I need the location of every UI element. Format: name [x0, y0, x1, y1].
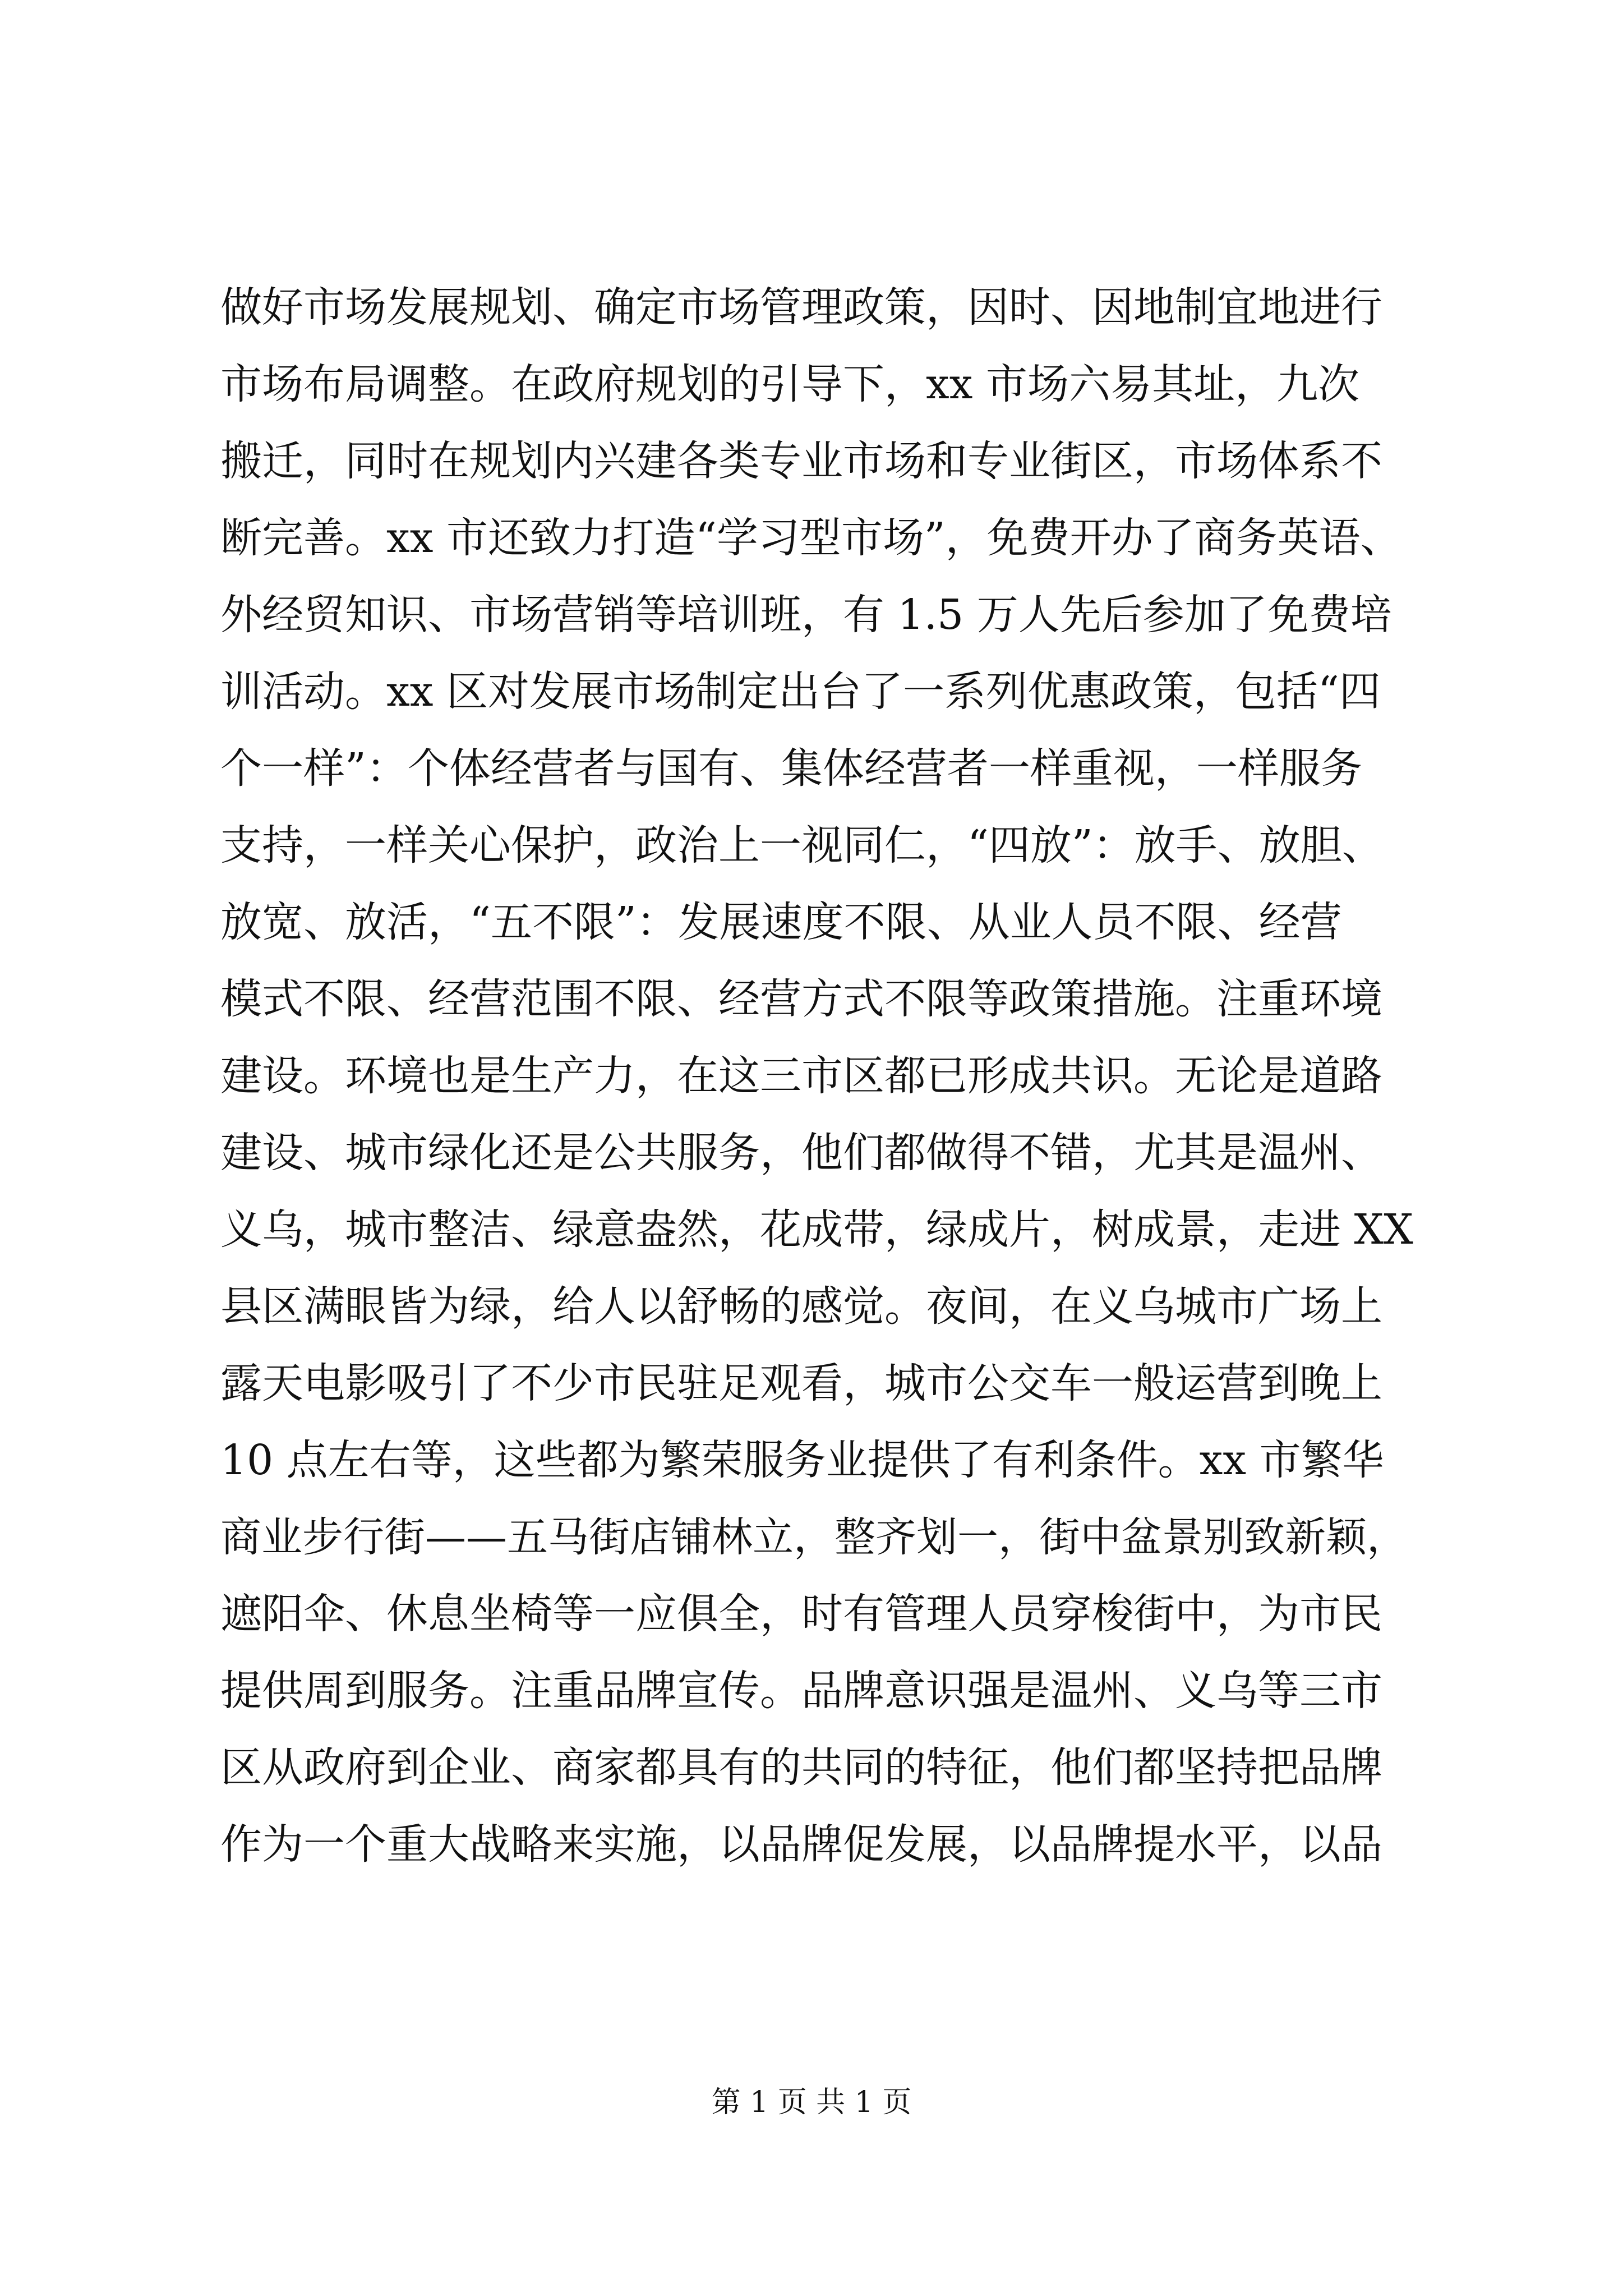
page-footer: 第 1 页 共 1 页 — [711, 2086, 912, 2119]
text-line: 县区满眼皆为绿，给人以舒畅的感觉。夜间，在义乌城市广场上 — [220, 1282, 1382, 1331]
text-line: 商业步行街——五马街店铺林立，整齐划一，街中盆景别致新颖， — [220, 1513, 1408, 1561]
text-line: 提供周到服务。注重品牌宣传。品牌意识强是温州、义乌等三市 — [220, 1667, 1382, 1715]
text-line: 外经贸知识、市场营销等培训班，有 1.5 万人先后参加了免费培 — [220, 591, 1392, 639]
text-line: 个一样”：个体经营者与国有、集体经营者一样重视，一样服务 — [220, 744, 1362, 793]
text-line: 训活动。xx 区对发展市场制定出台了一系列优惠政策，包括“四 — [220, 668, 1381, 716]
text-line: 作为一个重大战略来实施，以品牌促发展，以品牌提水平，以品 — [220, 1820, 1382, 1869]
text-line: 模式不限、经营范围不限、经营方式不限等政策措施。注重环境 — [220, 975, 1382, 1023]
text-line: 露天电影吸引了不少市民驻足观看，城市公交车一般运营到晚上 — [220, 1359, 1382, 1407]
text-line: 放宽、放活，“五不限”：发展速度不限、从业人员不限、经营 — [220, 898, 1342, 946]
text-line: 遮阳伞、休息坐椅等一应俱全，时有管理人员穿梭街中，为市民 — [220, 1590, 1382, 1638]
text-line: 搬迁，同时在规划内兴建各类专业市场和专业街区，市场体系不 — [220, 437, 1382, 485]
body-text — [220, 269, 1421, 1883]
text-line: 建设、城市绿化还是公共服务，他们都做得不错，尤其是温州、 — [220, 1129, 1382, 1177]
text-line: 做好市场发展规划、确定市场管理政策，因时、因地制宜地进行 — [220, 283, 1382, 332]
text-line: 支持，一样关心保护，政治上一视同仁，“四放”：放手、放胆、 — [220, 821, 1384, 869]
text-line: 义乌，城市整洁、绿意盎然，花成带，绿成片，树成景，走进 XX — [220, 1205, 1413, 1254]
text-line: 市场布局调整。在政府规划的引导下，xx 市场六易其址，九次 — [220, 360, 1359, 408]
text-line: 建设。环境也是生产力，在这三市区都已形成共识。无论是道路 — [220, 1052, 1382, 1100]
text-line: 断完善。xx 市还致力打造“学习型市场”，免费开办了商务英语、 — [220, 514, 1402, 562]
text-line: 区从政府到企业、商家都具有的共同的特征，他们都坚持把品牌 — [220, 1743, 1382, 1792]
text-line: 10 点左右等，这些都为繁荣服务业提供了有利条件。xx 市繁华 — [220, 1436, 1384, 1484]
